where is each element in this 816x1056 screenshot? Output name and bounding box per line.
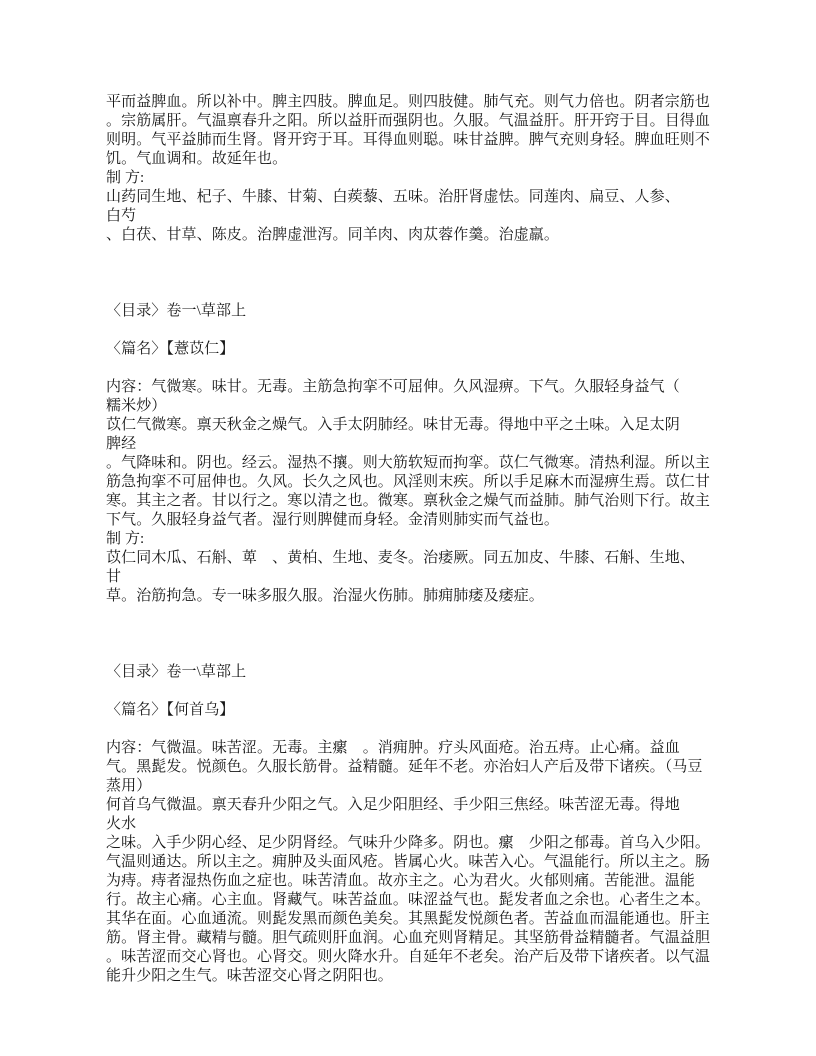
text-line: 苡仁气微寒。禀天秋金之燥气。入手太阴肺经。味甘无毒。得地中平之土味。入足太阴 [106,417,680,433]
text-line: 内容：气微寒。味甘。无毒。主筋急拘挛不可屈伸。久风湿痹。下气。久服轻身益气（ [106,379,680,395]
section-shanyao-continuation [106,93,726,245]
text-line: 制 方: [106,531,145,547]
text-line: 制 方: [106,170,145,186]
text-line: 糯米炒） [106,398,167,414]
text-line: 之味。入手少阴心经、足少阴肾经。气味升少降多。阴也。瘰 少阳之郁毒。首乌入少阳。 [106,835,711,851]
text-line: 饥。气血调和。故延年也。 [106,151,288,167]
text-line: 、白茯、甘草、陈皮。治脾虚泄泻。同羊肉、肉苁蓉作羹。治虚羸。 [106,227,560,243]
text-line: 山药同生地、杞子、牛膝、甘菊、白蒺藜、五味。治肝肾虚怯。同莲肉、扁豆、人参、 [106,189,680,205]
toc-line: 〈目录〉卷一\草部上 [106,664,247,680]
text-line: 苡仁同木瓜、石斛、萆 、黄柏、生地、麦冬。治痿厥。同五加皮、牛膝、石斛、生地、 [106,550,695,566]
text-line: 其华在面。心血通流。则髭发黑而颜色美矣。其黑髭发悦颜色者。苦益血而温能通也。肝主 [106,911,711,927]
text-line: 蒸用） [106,778,152,794]
text-line: 筋急拘挛不可屈伸也。久风。长久之风也。风淫则末疾。所以手足麻木而湿痹生焉。苡仁甘 [106,474,711,490]
text-line: 内容：气微温。味苦涩。无毒。主瘰 。消痈肿。疗头风面疮。治五痔。止心痛。益血 [106,740,680,756]
text-line: 甘 [106,569,122,585]
text-line: 则明。气平益肺而生肾。肾开窍于耳。耳得血则聪。味甘益脾。脾气充则身轻。脾血旺则不 [106,132,711,148]
text-line: 气。黑髭发。悦颜色。久服长筋骨。益精髓。延年不老。亦治妇人产后及带下诸疾。（马豆 [106,759,703,775]
text-line: 何首乌气微温。禀天春升少阳之气。入足少阳胆经、手少阳三焦经。味苦涩无毒。得地 [106,797,680,813]
text-line: 草。治筋拘急。专一味多服久服。治湿火伤肺。肺痈肺痿及痿症。 [106,588,544,604]
entry-title-line: 〈篇名〉【薏苡仁】 [106,341,235,357]
text-line: 筋。肾主骨。藏精与髓。胆气疏则肝血润。心血充则肾精足。其坚筋骨益精髓者。气温益胆 [106,930,711,946]
section-heshouwu [106,663,726,986]
text-line: 。味苦涩而交心肾也。心肾交。则火降水升。自延年不老矣。治产后及带下诸疾者。以气温 [106,949,711,965]
text-line: 能升少阳之生气。味苦涩交心肾之阴阳也。 [106,968,393,984]
section-yiyiren [106,302,726,606]
text-line: 火水 [106,816,137,832]
text-line: 脾经 [106,436,137,452]
text-line: 。气降味和。阴也。经云。湿热不攘。则大筋软短而拘挛。苡仁气微寒。清热利湿。所以主 [106,455,711,471]
entry-title-line: 〈篇名〉【何首乌】 [106,702,235,718]
text-line: 白芍 [106,208,137,224]
text-line: 寒。其主之者。甘以行之。寒以清之也。微寒。禀秋金之燥气而益肺。肺气治则下行。故主 [106,493,711,509]
text-line: 下气。久服轻身益气者。湿行则脾健而身轻。金清则肺实而气益也。 [106,512,560,528]
text-line: 气温则通达。所以主之。痈肿及头面风疮。皆属心火。味苦入心。气温能行。所以主之。肠 [106,854,711,870]
toc-line: 〈目录〉卷一\草部上 [106,303,247,319]
text-line: 平而益脾血。所以补中。脾主四肢。脾血足。则四肢健。肺气充。则气力倍也。阴者宗筋也 [106,94,711,110]
document-text [106,93,726,986]
text-line: 。宗筋属肝。气温禀春升之阳。所以益肝而强阴也。久服。气温益肝。肝开窍于目。目得血 [106,113,711,129]
text-line: 为痔。痔者湿热伤血之症也。味苦清血。故亦主之。心为君火。火郁则痛。苦能泄。温能 [106,873,695,889]
text-line: 行。故主心痛。心主血。肾藏气。味苦益血。味涩益气也。髭发者血之余也。心者生之本。 [106,892,711,908]
